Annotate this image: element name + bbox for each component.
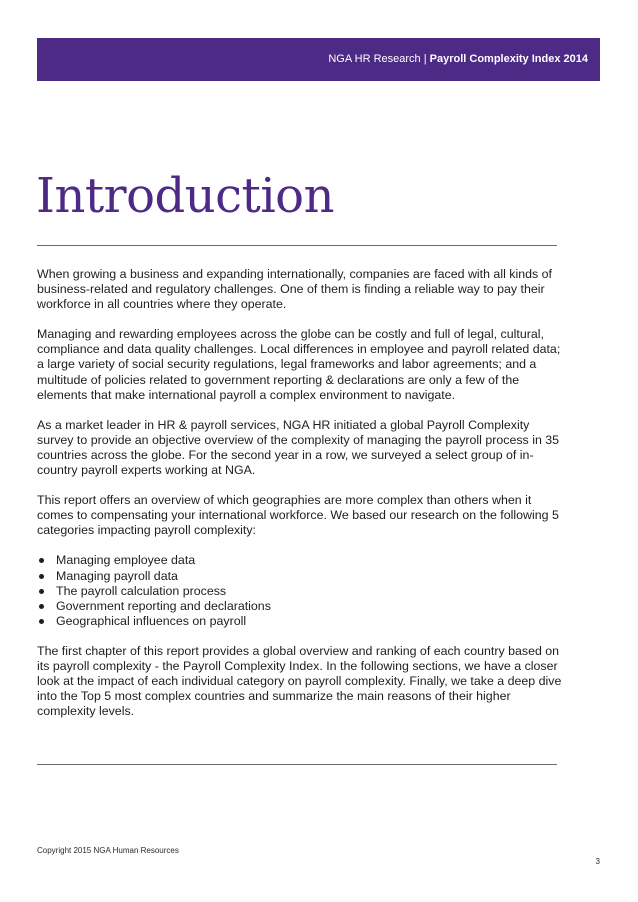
intro-paragraph-2: Managing and rewarding employees across the globe can be costly and full of legal, cultural, compliance and data quality challenges. Local differences in employee and payroll related data; a large variety of social security regulations, legal frameworks and labor agreements; and a multitude of policies related to government reporting & declarations are only a few of the elements that make international payroll a complex environment to navigate. [37, 327, 561, 402]
bullet-icon [39, 558, 44, 563]
footer-copyright: Copyright 2015 NGA Human Resources [37, 846, 179, 855]
bottom-divider [37, 764, 557, 765]
bullet-icon [39, 619, 44, 624]
list-item [37, 599, 567, 614]
bullet-icon [39, 574, 44, 579]
list-item-text: Government reporting and declarations [56, 598, 271, 613]
page-number: 3 [595, 857, 600, 866]
list-item [37, 614, 567, 629]
list-item-text: Managing payroll data [56, 568, 178, 583]
title-divider [37, 245, 557, 246]
list-item [37, 569, 567, 584]
header-text [328, 53, 588, 66]
intro-paragraph-4: This report offers an overview of which geographies are more complex than others when it comes to compensating your international workforce. We based our research on the following 5 categories impacting payroll complexity: [37, 493, 559, 538]
intro-paragraph-1: When growing a business and expanding internationally, companies are faced with all kinds of business-related and regulatory challenges. One of them is finding a reliable way to pay their workforce in all countries where they operate. [37, 267, 552, 312]
header-report-title: Payroll Complexity Index 2014 [429, 53, 588, 65]
page-title: Introduction [36, 168, 334, 224]
list-item-text: Geographical influences on payroll [56, 613, 247, 628]
list-item [37, 553, 567, 568]
header-bar [37, 38, 600, 81]
list-item [37, 584, 567, 599]
list-item-text: Managing employee data [56, 553, 196, 568]
list-item-text: The payroll calculation process [56, 583, 227, 598]
category-list [37, 553, 567, 628]
closing-paragraph: The first chapter of this report provides a global overview and ranking of each country based on its payroll complexity - the Payroll Complexity Index. In the following sections, we have a closer look at the impact of each individual category on payroll complexity. Finally, we take a deep dive into the Top 5 most complex countries and summarize the main reasons of their higher complexity levels. [37, 643, 562, 719]
header-prefix: NGA HR Research | [328, 53, 430, 65]
bullet-icon [39, 604, 44, 609]
bullet-icon [39, 589, 44, 594]
intro-paragraph-3: As a market leader in HR & payroll services, NGA HR initiated a global Payroll Complexity survey to provide an objective overview of the complexity of managing the payroll process in 35 countries across the globe. For the second year in a row, we surveyed a select group of in-country payroll experts working at NGA. [37, 417, 560, 478]
body-content [37, 267, 567, 734]
